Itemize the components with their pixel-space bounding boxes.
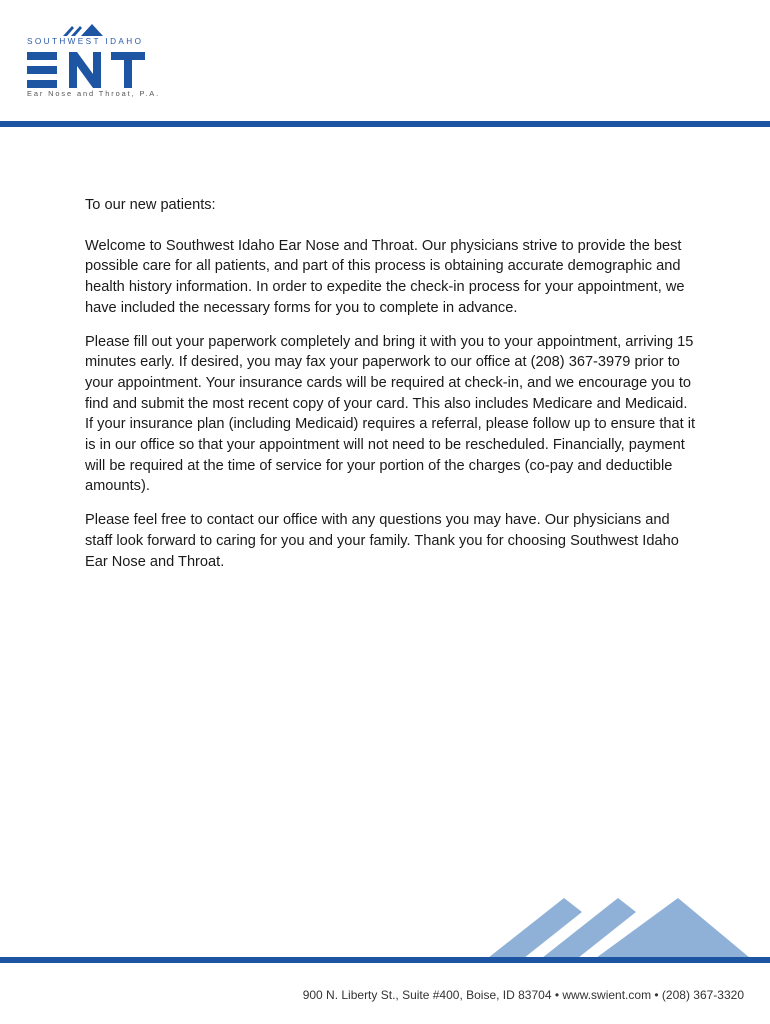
- logo: [27, 22, 161, 102]
- letter-paragraph: Welcome to Southwest Idaho Ear Nose and Throat. Our physicians strive to provide the best possible care for all patients, and part of this process is obtaining accurate demographic and health history information. In order to expedite the check-in process for your appointment, we have included the necessary forms for you to complete in advance.: [85, 237, 685, 316]
- footer-address: 900 N. Liberty St., Suite #400, Boise, ID 83704 • www.swient.com • (208) 367-3320: [302, 988, 744, 1002]
- bottom-divider: [0, 957, 770, 963]
- logo-top-text: SOUTHWEST IDAHO: [27, 37, 144, 46]
- logo-ent-mark: [27, 52, 145, 88]
- logo-mountains-icon: [63, 22, 113, 36]
- top-divider: [0, 121, 770, 127]
- letter-greeting: To our new patients:: [85, 197, 216, 213]
- footer-mountains-graphic: [484, 894, 750, 958]
- letter-body: [85, 195, 697, 585]
- letter-paragraph: Please feel free to contact our office with any questions you may have. Our physicians and staff look forward to caring for you and your family. Thank you for choosing Southwest Idaho Ear Nose and Throat.: [85, 512, 679, 570]
- letter-paragraph: Please fill out your paperwork completely and bring it with you to your appointment, arriving 15 minutes early. If desired, you may fax your paperwork to our office at (208) 367-3979 prior to your appointment. Your insurance cards will be required at check-in, and we encourage you to find and submit the most recent copy of your card. This also includes Medicare and Medicaid. If your insurance plan (including Medicaid) requires a referral, please follow up to ensure that it is in our office so that your appointment will not need to be rescheduled. Financially, payment will be required at the time of service for your portion of the charges (co-pay and deductible amounts).: [85, 333, 696, 495]
- logo-subtitle: Ear Nose and Throat, P.A.: [27, 89, 161, 98]
